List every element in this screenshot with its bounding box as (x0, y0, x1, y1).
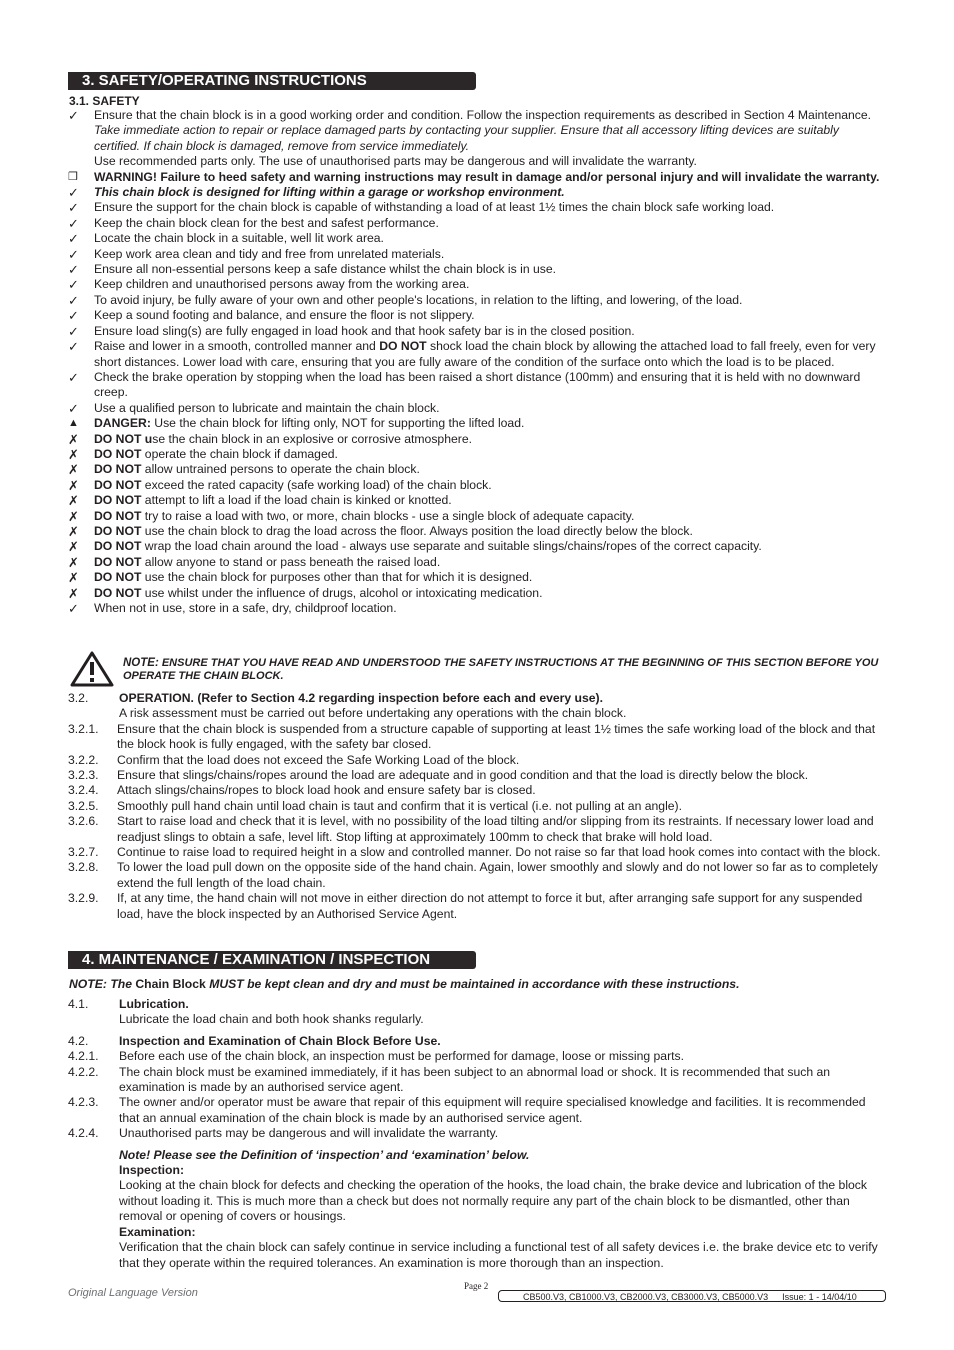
text-run: Attach slings/chains/ropes to block load hook and ensure safety bar is closed. (117, 783, 536, 798)
text-run: Check the brake operation by stopping when the load has been raised a short distance (100mm) and ensuring that it is held with no downward creep. (94, 369, 861, 400)
bullet-mark-icon: ✗ (68, 508, 79, 524)
item-text (119, 1178, 888, 1224)
numbered-item (68, 891, 888, 922)
safety-item (68, 601, 888, 616)
numbered-item (68, 860, 888, 891)
text-run: use the chain block for purposes other than that for which it is designed. (141, 570, 533, 585)
item-text (119, 1225, 888, 1240)
text-run: Lubrication. (119, 997, 189, 1011)
text-run: DO NOT (94, 523, 142, 538)
bullet-mark-icon: ✓ (68, 262, 79, 278)
bullet-mark-icon: ✓ (68, 369, 79, 385)
text-run: Ensure that the chain block is in a good working order and condition. Follow the inspection requirements as described in Section 4 Maintenance. (94, 108, 872, 122)
safety-item (68, 262, 888, 277)
item-number (68, 706, 119, 721)
safety-item-text (94, 586, 888, 601)
text-run: se the chain block in an explosive or corrosive atmosphere. (152, 431, 472, 446)
item-text (119, 706, 888, 721)
bullet-mark-icon: ✗ (68, 431, 79, 447)
item-number: 4.2.1. (68, 1049, 99, 1064)
text-run: WARNING! Failure to heed safety and warning instructions may result in damage and/or personal injury and will invalidate the warranty. (94, 169, 880, 184)
safety-item (68, 493, 888, 508)
item-number: 4.2.4. (68, 1126, 99, 1141)
numbered-item (68, 691, 888, 706)
text-run: Note! Please see the Definition of ‘inspection’ and ‘examination’ below. (119, 1147, 530, 1162)
text-run: Ensure all non-essential persons keep a safe distance whilst the chain block is in use. (94, 262, 557, 277)
item-text (119, 1163, 888, 1178)
text-run: DO NOT (379, 339, 427, 354)
numbered-item (68, 1148, 888, 1163)
safety-item (68, 216, 888, 231)
safety-item (68, 108, 888, 154)
text-run: To avoid injury, be fully aware of your own and other people's locations, in relation to the lifting, and lowering, of the load. (94, 292, 743, 307)
safety-item (68, 277, 888, 292)
subsection-safety-title: 3.1. SAFETY (69, 94, 140, 108)
bullet-mark-icon: ✗ (68, 539, 79, 555)
safety-item (68, 231, 888, 246)
text-run: Continue to raise load to required height in a slow and controlled manner. Do not raise so far that load hook comes into contact with the block. (117, 845, 881, 860)
safety-item-text (94, 401, 888, 416)
item-number: 3.2.4. (68, 783, 99, 798)
numbered-item (68, 845, 888, 860)
text-run: DO NOT u (94, 431, 153, 446)
safety-item (68, 509, 888, 524)
bullet-mark-icon: ✓ (68, 277, 79, 293)
item-number: 3.2.8. (68, 860, 99, 875)
model-numbers: CB500.V3, CB1000.V3, CB2000.V3, CB3000.V3, CB5000.V3 (523, 1292, 769, 1302)
safety-item-text (94, 370, 888, 401)
section-3-heading: 3. SAFETY/OPERATING INSTRUCTIONS (68, 72, 476, 90)
text-run: DO NOT (94, 539, 142, 554)
numbered-item (68, 768, 888, 783)
safety-item (68, 308, 888, 323)
numbered-item (68, 722, 888, 753)
item-number: 4.1. (68, 997, 89, 1011)
maintenance-list (68, 997, 888, 1271)
safety-item-text (94, 339, 888, 370)
safety-item (68, 293, 888, 308)
text-run: Locate the chain block in a suitable, well lit work area. (94, 231, 384, 246)
text-run: Before each use of the chain block, an inspection must be performed for damage, loose or missing parts. (119, 1049, 684, 1064)
item-text (117, 799, 888, 814)
safety-item-text (94, 154, 888, 169)
numbered-item (68, 1163, 888, 1178)
item-number: 3.2. (68, 691, 89, 705)
item-text (119, 1240, 888, 1271)
safety-item-text (94, 231, 888, 246)
text-run: A risk assessment must be carried out before undertaking any operations with the chain block. (119, 706, 627, 721)
numbered-item (68, 814, 888, 845)
numbered-item (68, 1034, 888, 1049)
numbered-item (68, 1065, 888, 1096)
safety-item (68, 370, 888, 401)
text-run: use whilst under the influence of drugs, alcohol or intoxicating medication. (141, 585, 543, 600)
safety-item (68, 447, 888, 462)
bullet-mark-icon: ✓ (68, 601, 79, 616)
safety-item (68, 401, 888, 416)
maintenance-note (69, 977, 739, 992)
text-run: The (110, 977, 136, 991)
text-run: Raise and lower in a smooth, controlled manner and (94, 339, 380, 354)
numbered-item (68, 1049, 888, 1064)
bullet-mark-icon: ✓ (68, 215, 79, 231)
safety-item-text (94, 416, 888, 431)
text-run: Examination: (119, 1224, 196, 1239)
item-number: 3.2.5. (68, 798, 99, 813)
safety-item (68, 432, 888, 447)
bullet-mark-icon: ✓ (68, 292, 79, 308)
item-text (117, 722, 888, 753)
bullet-mark-icon: ✓ (68, 246, 79, 262)
item-number (68, 1240, 119, 1271)
item-number: 3.2.1. (68, 721, 99, 736)
text-run: DANGER: (94, 416, 151, 431)
text-run: The owner and/or operator must be aware that repair of this equipment will require specialised knowledge and facilities. It is recommended that an annual examination of the chain block is made by an authorised service agent. (119, 1095, 866, 1125)
safety-item (68, 524, 888, 539)
original-language-label: Original Language Version (68, 1287, 198, 1299)
bullet-mark-icon: ✗ (68, 570, 79, 586)
item-text (119, 691, 888, 706)
text-run: Unauthorised parts may be dangerous and will invalidate the warranty. (119, 1126, 499, 1141)
numbered-item (68, 1095, 888, 1126)
text-run: Inspection and Examination of Chain Block Before Use. (119, 1033, 441, 1048)
text-run: Ensure the support for the chain block is capable of withstanding a load of at least 1½ times the chain block safe working load. (94, 200, 775, 215)
numbered-item (68, 1012, 888, 1027)
item-number: 4.2.3. (68, 1095, 99, 1110)
text-run: Confirm that the load does not exceed the Safe Working Load of the block. (117, 752, 520, 767)
bullet-mark-icon: ✗ (68, 477, 79, 493)
bullet-mark-icon: ✗ (68, 493, 79, 509)
bullet-mark-icon: ✗ (68, 462, 79, 478)
safety-item-text (94, 601, 888, 616)
safety-item-text (94, 570, 888, 585)
text-run: DO NOT (94, 554, 142, 569)
safety-item (68, 539, 888, 554)
item-text (119, 997, 888, 1012)
safety-item (68, 185, 888, 200)
item-text (119, 1034, 888, 1049)
safety-item (68, 247, 888, 262)
safety-item-text (94, 539, 888, 554)
text-run: allow untrained persons to operate the chain block. (141, 462, 420, 477)
safety-item-text (94, 308, 888, 323)
item-text (119, 1049, 888, 1064)
safety-item-text (94, 432, 888, 447)
safety-item-text (94, 277, 888, 292)
model-issue-box (498, 1290, 886, 1302)
text-run: When not in use, store in a safe, dry, childproof location. (94, 601, 397, 615)
safety-item-text (94, 262, 888, 277)
bullet-mark-icon (68, 154, 94, 169)
bullet-mark-icon: ✓ (68, 231, 79, 247)
item-text (117, 753, 888, 768)
item-number: 3.2.9. (68, 891, 99, 906)
warning-triangle-icon (70, 651, 114, 687)
text-run: Looking at the chain block for defects and checking the operation of the hooks, the load chain, the brake device and lubrication of the block without loading it. This is much more than a check but does not normally require any part of the chain block to be dismantled, other than removal or opening of covers or housings. (119, 1178, 867, 1224)
numbered-item (68, 706, 888, 721)
text-run: MUST be kept clean and dry and must be maintained in accordance with these instructions. (205, 977, 740, 991)
text-run: DO NOT (94, 477, 142, 492)
safety-item (68, 555, 888, 570)
text-run: DO NOT (94, 446, 142, 461)
text-run: Keep a sound footing and balance, and ensure the floor is not slippery. (94, 308, 475, 323)
numbered-item (68, 997, 888, 1012)
text-run: To lower the load pull down on the opposite side of the hand chain. Again, lower smoothly and slowly and do not lower so far as to completely extend the full length of the load chain. (117, 860, 878, 890)
numbered-item (68, 799, 888, 814)
safety-item-text (94, 493, 888, 508)
item-number: 3.2.6. (68, 814, 99, 829)
text-run: Keep children and unauthorised persons away from the working area. (94, 277, 470, 292)
item-text (117, 768, 888, 783)
safety-note-text: ENSURE THAT YOU HAVE READ AND UNDERSTOOD THE SAFETY INSTRUCTIONS AT THE BEGINNING OF THIS SECTION BEFORE YOU OPERATE THE CHAIN BLOCK. (123, 657, 879, 682)
safety-item (68, 570, 888, 585)
safety-item (68, 416, 888, 431)
text-run: DO NOT (94, 585, 142, 600)
text-run: Ensure that the chain block is suspended from a structure capable of supporting at least 1½ times the safe working load of the block and that the block hook is fully engaged, with the safety bar closed. (117, 721, 876, 752)
item-text (117, 783, 888, 798)
item-number: 3.2.7. (68, 845, 99, 860)
safety-item-text (94, 555, 888, 570)
text-run: DO NOT (94, 493, 142, 508)
item-text (119, 1012, 888, 1027)
bullet-mark-icon: ✗ (68, 585, 79, 601)
text-run: operate the chain block if damaged. (141, 446, 338, 461)
text-run: Use the chain block for lifting only, NOT for supporting the lifted load. (150, 416, 525, 431)
item-number: 3.2.3. (68, 768, 99, 783)
item-number: 3.2.2. (68, 752, 99, 767)
text-run: Ensure that slings/chains/ropes around the load are adequate and in good condition and that the load is directly below the block. (117, 768, 809, 783)
item-number (68, 1163, 119, 1178)
safety-item (68, 462, 888, 477)
text-run: attempt to lift a load if the load chain is kinked or knotted. (141, 493, 452, 508)
bullet-mark-icon: ✗ (68, 523, 79, 539)
text-run: Keep work area clean and tidy and free from unrelated materials. (94, 246, 445, 261)
safety-item (68, 154, 888, 169)
item-text (119, 1095, 888, 1126)
bullet-mark-icon: ✓ (68, 200, 79, 216)
text-run: The chain block must be examined immediately, if it has been subject to an abnormal load or shock. It is recommended that such an examination is made by an authorised service agent. (119, 1064, 831, 1095)
item-number (68, 1225, 119, 1240)
item-text (117, 814, 888, 845)
issue-date: Issue: 1 - 14/04/10 (782, 1292, 857, 1302)
numbered-item (68, 1240, 888, 1271)
text-run: DO NOT (94, 462, 142, 477)
text-run: Take immediate action to repair or replace damaged parts by contacting your supplier. Ensure that all accessory lifting devices are suitably certified. If chain block is damaged, remove from service immediately. (94, 123, 839, 153)
item-text (117, 860, 888, 891)
item-text (119, 1126, 888, 1141)
safety-item-text (94, 247, 888, 262)
text-run: Use a qualified person to lubricate and maintain the chain block. (94, 400, 440, 415)
text-run: shock load the chain block by allowing the attached load to fall freely, even for very short distances. Lower load with care, ensuring that you are fully aware of the condition of the surface onto which the load is to be placed. (94, 339, 876, 369)
text-run: Inspection: (119, 1163, 185, 1178)
safety-item (68, 200, 888, 215)
item-text (119, 1148, 888, 1163)
bullet-mark-icon: ✓ (68, 400, 79, 416)
text-run: Use recommended parts only. The use of unauthorised parts may be dangerous and will invalidate the warranty. (94, 154, 697, 169)
bullet-mark-icon: ✓ (68, 308, 79, 324)
text-run: Start to raise load and check that it is level, with no possibility of the load tilting and/or slipping from its restraints. If necessary lower load and readjust slings to obtain a safe, level lift. Stop lifting at approximately 100mm to check that brake will hold load. (117, 814, 874, 844)
safety-item-text (94, 524, 888, 539)
safety-item (68, 478, 888, 493)
text-run: wrap the load chain around the load - always use separate and suitable slings/chains/ropes of the correct capacity. (141, 539, 762, 554)
safety-item-text (94, 170, 888, 185)
item-number: 4.2.2. (68, 1064, 99, 1079)
bullet-mark-icon: ✓ (68, 185, 79, 201)
safety-item-text (94, 216, 888, 231)
numbered-item (68, 1126, 888, 1141)
text-run: This chain block is designed for lifting within a garage or workshop environment. (94, 185, 565, 200)
item-number (68, 1012, 119, 1027)
operation-list (68, 691, 888, 922)
text-run: allow anyone to stand or pass beneath the raised load. (141, 554, 441, 569)
bullet-mark-icon: ▲ (68, 417, 79, 430)
safety-item (68, 324, 888, 339)
text-run: exceed the rated capacity (safe working load) of the chain block. (141, 477, 492, 492)
safety-item-text (94, 324, 888, 339)
safety-item-text (94, 293, 888, 308)
item-text (119, 1065, 888, 1096)
safety-item-text (94, 185, 888, 200)
text-run: NOTE: (69, 977, 111, 991)
safety-list (68, 108, 888, 616)
item-number (68, 1178, 119, 1224)
safety-note-label: NOTE: (123, 657, 159, 669)
bullet-mark-icon: ✓ (68, 339, 79, 355)
text-run: If, at any time, the hand chain will not move in either direction do not attempt to force it but, after arranging safe support for any suspended load, have the block inspected by an Authorised Service Agent. (117, 891, 863, 921)
numbered-item (68, 783, 888, 798)
bullet-mark-icon: ✓ (68, 108, 79, 123)
item-number: 4.2. (68, 1033, 89, 1048)
bullet-mark-icon: ❒ (68, 170, 78, 183)
bullet-mark-icon: ✓ (68, 323, 79, 339)
safety-item-text (94, 108, 888, 154)
text-run: OPERATION. (Refer to Section 4.2 regarding inspection before each and every use). (119, 691, 604, 705)
safety-item-text (94, 509, 888, 524)
item-number (68, 1148, 119, 1163)
text-run: Ensure load sling(s) are fully engaged in load hook and that hook safety bar is in the closed position. (94, 323, 635, 338)
text-run: Verification that the chain block can safely continue in service including a functional test of all safety devices i.e. the brake device etc to verify that they operate within the required tolerances. An examination is more thorough than an inspection. (119, 1240, 878, 1270)
text-run: Smoothly pull hand chain until load chain is taut and confirm that it is vertical (i.e. not pulling at an angle). (117, 798, 683, 813)
text-run: Keep the chain block clean for the best and safest performance. (94, 215, 439, 230)
page-number: Page 2 (464, 1281, 489, 1291)
safety-item-text (94, 462, 888, 477)
numbered-item (68, 753, 888, 768)
safety-item (68, 586, 888, 601)
item-text (117, 891, 888, 922)
bullet-mark-icon: ✗ (68, 554, 79, 570)
text-run: DO NOT (94, 508, 142, 523)
section-4-heading: 4. MAINTENANCE / EXAMINATION / INSPECTION (68, 951, 476, 969)
safety-item (68, 170, 888, 185)
numbered-item (68, 1225, 888, 1240)
bullet-mark-icon: ✗ (68, 446, 79, 462)
text-run: use the chain block to drag the load across the floor. Always position the load directly below the block. (141, 523, 693, 538)
numbered-item (68, 1178, 888, 1224)
safety-item (68, 339, 888, 370)
text-run: DO NOT (94, 570, 142, 585)
safety-note (123, 657, 893, 683)
safety-item-text (94, 447, 888, 462)
safety-item-text (94, 200, 888, 215)
item-text (117, 845, 888, 860)
text-run: Chain Block (135, 977, 206, 991)
text-run: try to raise a load with two, or more, chain blocks - use a single block of adequate capacity. (141, 508, 635, 523)
safety-item-text (94, 478, 888, 493)
text-run: Lubricate the load chain and both hook shanks regularly. (119, 1012, 424, 1027)
